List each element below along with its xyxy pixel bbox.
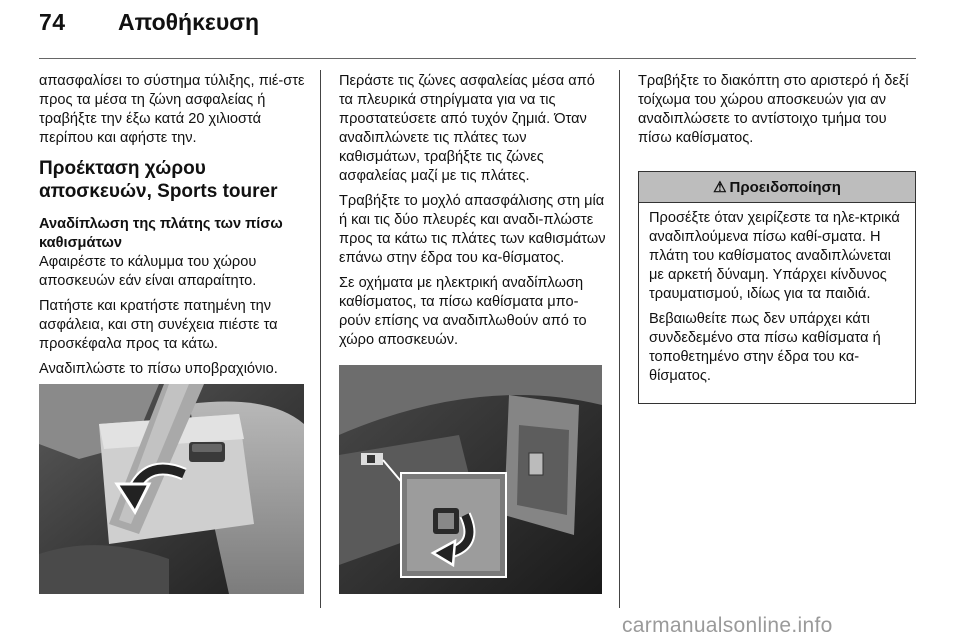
column-1 bbox=[39, 72, 311, 385]
page-title: Αποθήκευση bbox=[118, 9, 260, 35]
col1-paragraph-3: Πατήστε και κρατήστε πατημένη την ασφάλεια, και στη συνέχεια πιέστε τα προσκέφαλα προς τα κάτω. bbox=[39, 298, 278, 352]
col1-paragraph-2: Αφαιρέστε το κάλυμμα του χώρου αποσκευών εάν είναι απαραίτητο. bbox=[39, 254, 257, 289]
header-rule bbox=[39, 58, 916, 59]
col1-paragraph-1: απασφαλίσει το σύστημα τύλιξης, πιέ-στε προς τα μέσα τη ζώνη ασφαλείας ή τραβήξτε την έξω κατά 20 χιλιοστά περίπου και αφήστε την. bbox=[39, 73, 305, 146]
warning-title: Προειδοποίηση bbox=[729, 178, 841, 196]
warning-paragraph-1: Προσέξτε όταν χειρίζεστε τα ηλε-κτρικά αναδιπλούμενα πίσω καθί-σματα. Η πλάτη του καθίσματος αναδιπλώνεται με αρκετή δύναμη. Υπάρχει κίνδυνος τραυματισμού, ιδίως για τα παιδιά. bbox=[649, 210, 900, 302]
warning-paragraph-2: Βεβαιωθείτε πως δεν υπάρχει κάτι συνδεδεμένο στα πίσω καθίσματα ή τοποθετημένο στην έδρα του κα-θίσματος. bbox=[649, 311, 881, 384]
warning-body bbox=[639, 203, 915, 386]
subsection-title: Αναδίπλωση της πλάτης των πίσω καθισμάτων bbox=[39, 216, 283, 251]
watermark: carmanualsonline.info bbox=[622, 614, 833, 637]
col2-paragraph-1: Περάστε τις ζώνες ασφαλείας μέσα από τα πλευρικά στηρίγματα για να τις προστατεύσετε από τυχόν ζημιά. Όταν αναδιπλώνετε τις πλάτες των καθισμάτων, τραβήξτε τις ζώνες ασφαλείας μαζί με τις πλάτες. bbox=[339, 73, 595, 184]
seat-headrest-illustration bbox=[39, 384, 304, 594]
col3-paragraph-1: Τραβήξτε το διακόπτη στο αριστερό ή δεξί τοίχωμα του χώρου αποσκευών για αν αναδιπλώσετε το αντίστοιχο τμήμα του πίσω καθίσματος. bbox=[638, 73, 909, 146]
column-3 bbox=[638, 72, 920, 154]
luggage-switch-illustration bbox=[339, 365, 602, 594]
warning-header bbox=[639, 172, 915, 203]
warning-triangle-icon: ⚠ bbox=[713, 179, 727, 196]
warning-box bbox=[638, 171, 916, 404]
column-divider-2 bbox=[619, 70, 620, 608]
col2-paragraph-2: Τραβήξτε το μοχλό απασφάλισης στη μία ή και τις δύο πλευρές και αναδι-πλώστε προς τα κάτω τις πλάτες των καθισμάτων επάνω στην έδρα του κα-θίσματος. bbox=[339, 193, 606, 266]
column-2 bbox=[339, 72, 607, 356]
col2-paragraph-3: Σε οχήματα με ηλεκτρική αναδίπλωση καθίσματος, τα πίσω καθίσματα μπο-ρούν επίσης να αναδιπλωθούν από το χώρο αποσκευών. bbox=[339, 275, 587, 348]
col1-paragraph-4: Αναδιπλώστε το πίσω υποβραχιόνιο. bbox=[39, 361, 278, 377]
column-divider-1 bbox=[320, 70, 321, 608]
photo-luggage-switch bbox=[339, 365, 602, 594]
section-title: Προέκταση χώρου αποσκευών, Sports tourer bbox=[39, 158, 278, 202]
page-number: 74 bbox=[39, 9, 66, 35]
photo-seat-headrest bbox=[39, 384, 304, 594]
